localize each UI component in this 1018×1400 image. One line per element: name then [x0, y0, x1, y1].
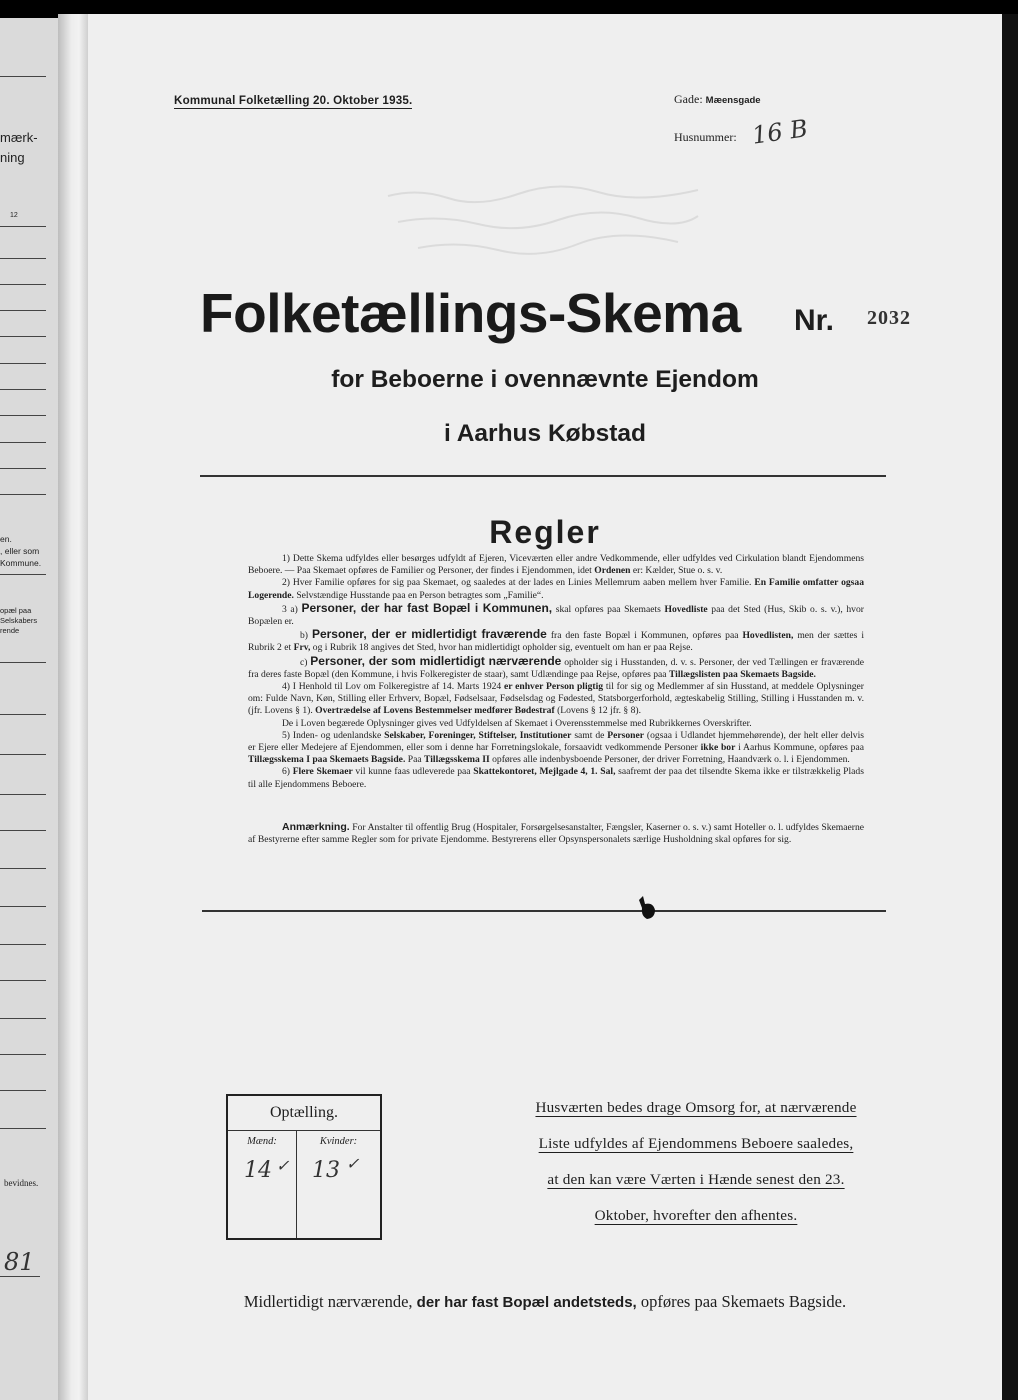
- ruled-line: [0, 494, 46, 495]
- note-fragment: en.: [0, 534, 12, 544]
- ruled-line: [0, 754, 46, 755]
- ruled-line: [0, 76, 46, 77]
- census-form-page: [88, 14, 1002, 1400]
- binding-gutter: [58, 14, 88, 1400]
- note-fragment: Selskabers: [0, 616, 38, 625]
- house-number-label: Husnummer:: [674, 130, 737, 144]
- ruled-line: [0, 442, 46, 443]
- women-label: Kvinder:: [319, 1136, 358, 1147]
- rule-4-note: De i Loven begærede Oplysninger gives ved Udfyldelsen af Skemaet i Overensstemmelse med Rubrikkernes Overskrifter.: [282, 717, 752, 729]
- landlord-instructions: [526, 1098, 866, 1226]
- instruction-line: Liste udfyldes af Ejendommens Beboere saaledes,: [538, 1135, 854, 1152]
- count-box: [226, 1094, 382, 1240]
- handwritten-number: 81: [4, 1248, 35, 1276]
- faint-handwriting: [378, 174, 708, 264]
- ruled-line: [0, 1128, 46, 1129]
- bleed-through-marks: [378, 174, 708, 264]
- note-fragment: opæl paa: [0, 606, 32, 615]
- ruled-line: [0, 868, 46, 869]
- ruled-line: [0, 714, 46, 715]
- rule-3c: c) Personer, der som midlertidigt nærværende opholder sig i Husstanden, d. v. s. Personer, der ved Tællingen er fraværende fra deres faste Bopæl (den Kommune, i hvis Folkeregister de staar), samt Udlændinge paa Rejse, opføres paa Tillægslisten paa Skemaets Bagside.: [248, 653, 865, 680]
- note-fragment: , eller som: [0, 546, 40, 556]
- note-fragment: rende: [0, 626, 20, 635]
- ruled-line: [0, 662, 46, 663]
- ruled-line: [0, 906, 46, 907]
- ruled-line: [0, 226, 46, 227]
- instruction-line: Oktober, hvorefter den afhentes.: [594, 1207, 798, 1224]
- ruled-line: [0, 574, 46, 575]
- ruled-line: [0, 363, 46, 364]
- rule-5: 5) Inden- og udenlandske Selskaber, Foreninger, Stiftelser, Institutioner samt de Personer (ogsaa i Udlandet hjemmehørende), der helt eller delvis er Ejere eller Medejere af Ejendommen, eller som i denne har Forretningslokale, forsaavidt vedkommende Personer ikke bor i Aarhus Kommune, opføres paa Tillægsskema I paa Skemaets Bagside. Paa Tillægsskema II opføres alle indenbysboende Personer, der driver Forretning, Haandværk o. l. i Ejendommen.: [248, 729, 864, 766]
- ink-blot: [633, 894, 663, 929]
- rules-body: [248, 553, 864, 846]
- ruled-line: [0, 1090, 46, 1091]
- women-count: 13: [312, 1158, 340, 1183]
- count-box-title: Optælling.: [228, 1096, 380, 1131]
- ruled-line: [0, 336, 46, 337]
- form-subtitle: for Beboerne i ovennævnte Ejendom: [331, 366, 759, 393]
- footer-bold: der har fast Bopæl andetsteds,: [416, 1294, 637, 1311]
- form-number-value: 2032: [867, 307, 911, 329]
- street-field: [674, 92, 761, 107]
- street-label: Gade:: [674, 92, 703, 106]
- ruled-line: [0, 468, 46, 469]
- men-label: Mænd:: [247, 1136, 277, 1147]
- note-fragment: Kommune.: [0, 558, 42, 568]
- footer-text: Midlertidigt nærværende,: [243, 1292, 413, 1311]
- rule-6: 6) Flere Skemaer vil kunne faas udleverede paa Skattekontoret, Mejlgade 4, 1. Sal, saafremt der paa det tilsendte Skema ikke er tilstrækkelig Plads til alle Ejendommens Beboere.: [248, 766, 864, 790]
- form-subtitle-city: i Aarhus Købstad: [444, 420, 646, 447]
- divider: [200, 475, 886, 477]
- rules-heading: Regler: [489, 514, 601, 550]
- check-mark: ✓: [276, 1156, 290, 1175]
- ruled-line: [0, 284, 46, 285]
- left-page-fragment: [0, 18, 62, 1400]
- check-mark: ✓: [346, 1154, 360, 1173]
- house-number-value: 16 B: [750, 114, 810, 150]
- remark: Anmærkning. For Anstalter til offentlig Brug (Hospitaler, Forsørgelsesanstalter, Fængsler, Kaserner o. s. v.) samt Hoteller o. l. udfyldes Skemaerne af Bestyrerne efter samme Regler som for private Ejendomme. Bestyrerens eller Opsynspersonalets særlige Husholdning skal opføres for sig.: [248, 820, 865, 846]
- ruled-line: [0, 1018, 46, 1019]
- divider: [202, 910, 886, 912]
- rule-2: 2) Hver Familie opføres for sig paa Skemaet, og saaledes at der lades en Linies Mellemrum aaben mellem hver Familie. En Familie omfatter ogsaa Logerende. Selvstændige Husstande paa en Person betragtes som „Familie“.: [248, 577, 864, 601]
- column-header-fragment: mærk-: [0, 130, 38, 145]
- ruled-line: [0, 830, 46, 831]
- rule-4: 4) I Henhold til Lov om Folkeregistre af 14. Marts 1924 er enhver Person pligtig til for sig og Medlemmer af sin Husstand, at meddele Oplysninger om: Fulde Navn, Køn, Stilling eller Erhverv, Bopæl, Fødselsaar, Fødselsdag og Fødested, Statsborgerforhold, ægteskabelig Stilling, Stilling i Husstanden m. v. (jfr. Lovens § 1). Overtrædelse af Lovens Bestemmelser medfører Bødestraf (Lovens § 12 jfr. § 8).: [248, 681, 864, 717]
- instruction-line: at den kan være Værten i Hænde senest den 23.: [547, 1171, 845, 1188]
- ruled-line: [0, 980, 46, 981]
- page-edge: [1002, 14, 1018, 1400]
- ruled-line: [0, 1054, 46, 1055]
- footer-note: [88, 1292, 1002, 1312]
- ink-blot-shape: [633, 894, 663, 924]
- rule-3a: 3 a) Personer, der har fast Bopæl i Kommunen, skal opføres paa Skemaets Hovedliste paa det Sted (Hus, Skib o. s. v.), hvor Bopælen er.: [248, 600, 864, 628]
- ruled-line: [0, 389, 46, 390]
- men-count: 14: [244, 1158, 272, 1183]
- column-header-fragment: ning: [0, 150, 25, 165]
- instruction-line: Husværten bedes drage Omsorg for, at nærværende: [535, 1099, 857, 1116]
- ruled-line: [0, 1276, 40, 1277]
- census-title: Kommunal Folketælling 20. Oktober 1935.: [174, 94, 413, 107]
- rule-3b: b) Personer, der er midlertidigt fraværende fra den faste Bopæl i Kommunen, opføres paa Hovedlisten, men der sættes i Rubrik 2 et Frv, og i Rubrik 18 angives det Sted, hvor han midlertidigt opholder sig, eventuelt om han er paa Rejse.: [248, 627, 865, 654]
- ruled-line: [0, 258, 46, 259]
- ruled-line: [0, 310, 46, 311]
- form-number-label: Nr.: [794, 304, 835, 337]
- ruled-line: [0, 944, 46, 945]
- note-fragment: bevidnes.: [4, 1178, 39, 1188]
- ruled-line: [0, 415, 46, 416]
- ruled-line: [0, 794, 46, 795]
- street-value: Mæensgade: [705, 95, 761, 106]
- form-title: Folketællings-Skema: [200, 282, 741, 344]
- footer-text: opføres paa Skemaets Bagside.: [640, 1292, 847, 1311]
- rule-1: 1) Dette Skema udfyldes eller besørges udfyldt af Ejeren, Viceværten eller andre Vedkommende, eller udfyldes ved Cirkulation blandt Ejendommens Beboere. — Paa Skemaet opføres de Familier og Personer, der findes i Ejendommen, idet Ordenen er: Kælder, Stue o. s. v.: [248, 553, 864, 577]
- column-number: 12: [10, 212, 18, 219]
- house-number-field: [674, 130, 737, 145]
